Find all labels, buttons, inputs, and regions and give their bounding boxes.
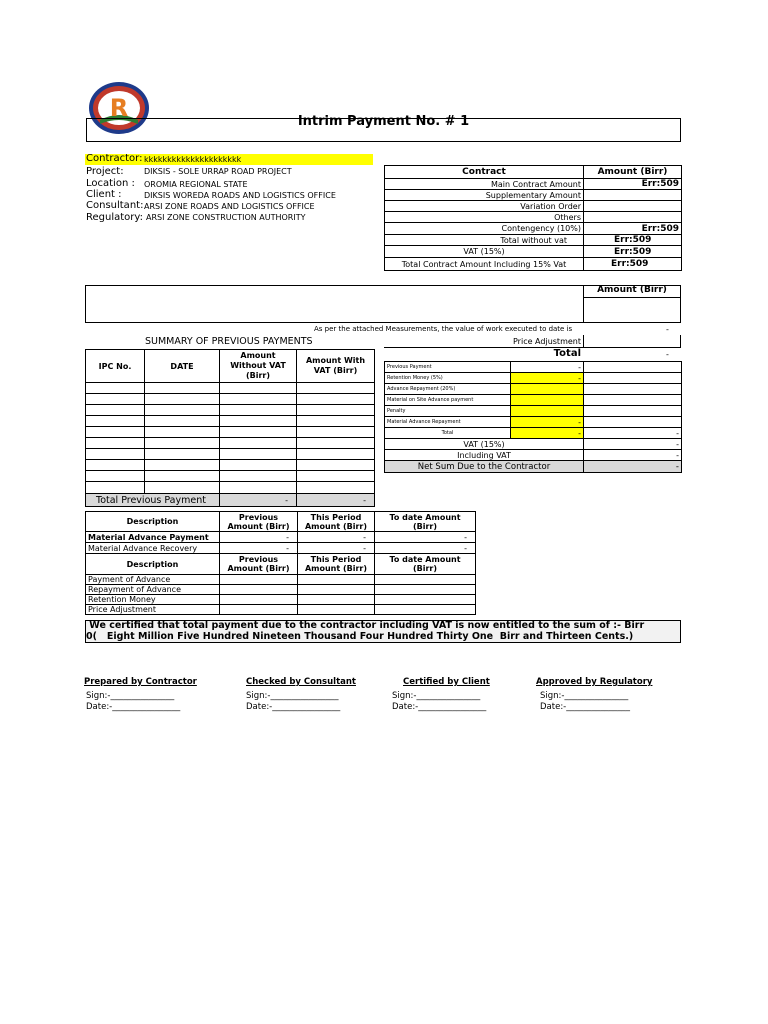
deduction-value [511, 406, 584, 417]
contract-row-label: Total Contract Amount Including 15% Vat [385, 258, 584, 271]
deduction-label: Previous Payment [385, 362, 511, 373]
deduction-value: - [511, 362, 584, 373]
contractor-label: Contractor: [86, 153, 143, 164]
table-row [86, 416, 375, 427]
net-sum-label: Net Sum Due to the Contractor [385, 461, 584, 473]
contract-header: Contract [385, 166, 584, 179]
this-period-amount-header: This Period Amount (Birr) [298, 554, 375, 575]
material-row-this: - [298, 532, 375, 543]
advance-row-label: Payment of Advance [86, 575, 220, 585]
approved-by-date: Date:-_______________ [540, 702, 630, 712]
deductions-table [384, 361, 682, 473]
including-vat-label: Including VAT [385, 450, 584, 461]
table-row [86, 438, 375, 449]
table-row [86, 427, 375, 438]
contract-row-value: Err:509 [584, 235, 682, 246]
deduction-label: Material Advance Repayment [385, 417, 511, 428]
certification-line-1: We certified that total payment due to the contractor including VAT is now entitled to the sum of :- Birr [86, 620, 645, 631]
vat-value: - [584, 439, 682, 450]
amount-header: Amount (Birr) [584, 166, 682, 179]
certified-by-sign: Sign:-_______________ [392, 691, 481, 701]
deduction-value: - [511, 417, 584, 428]
including-vat-value: - [584, 450, 682, 461]
deduction-label: Retention Money (5%) [385, 373, 511, 384]
material-row-label: Material Advance Recovery [86, 543, 220, 554]
measurements-value: - [666, 325, 669, 334]
table-row [86, 449, 375, 460]
material-row-this: - [298, 543, 375, 554]
deduction-value: - [511, 428, 584, 439]
to-date-amount-header: To date Amount (Birr) [375, 554, 476, 575]
deduction-label: Penalty [385, 406, 511, 417]
contract-row-label: Supplementary Amount [385, 190, 584, 201]
regulatory-label: Regulatory: [86, 212, 143, 223]
deduction-value [511, 384, 584, 395]
contract-row-value: Err:509 [584, 246, 682, 258]
regulatory-value: ARSI ZONE CONSTRUCTION AUTHORITY [146, 213, 306, 222]
total-previous-with-vat: - [297, 494, 375, 507]
prepared-by-sign: Sign:-_______________ [86, 691, 175, 701]
checked-by-sign: Sign:-________________ [246, 691, 339, 701]
location-value: OROMIA REGIONAL STATE [144, 180, 248, 189]
date-header: DATE [145, 350, 220, 383]
consultant-value: ARSI ZONE ROADS AND LOGISTICS OFFICE [144, 202, 315, 211]
checked-by-date: Date:-________________ [246, 702, 341, 712]
table-row [86, 460, 375, 471]
total-previous-without-vat: - [220, 494, 297, 507]
prepared-by-title: Prepared by Contractor [84, 677, 197, 687]
deduction-label: Total [385, 428, 511, 439]
table-row [86, 482, 375, 494]
amount-value-cell [583, 297, 681, 323]
certification-line-2: 0( Eight Million Five Hundred Nineteen Thousand Four Hundred Thirty One Birr and Thirteen Cents.) [86, 631, 634, 642]
project-label: Project: [86, 166, 124, 177]
contract-row-label: Others [385, 212, 584, 223]
approved-by-title: Approved by Regulatory [536, 677, 653, 687]
deduction-total-amount: - [584, 428, 682, 439]
table-row [86, 394, 375, 405]
client-label: Client : [86, 189, 122, 200]
location-label: Location : [86, 178, 135, 189]
contract-row-value [584, 190, 682, 201]
contract-row-label: Contengency (10%) [385, 223, 584, 235]
page-title: Intrim Payment No. # 1 [297, 114, 470, 129]
previous-amount-header: Previous Amount (Birr) [220, 512, 298, 532]
svg-text:R: R [109, 94, 129, 122]
contract-row-label: VAT (15%) [385, 246, 584, 258]
checked-by-title: Checked by Consultant [246, 677, 356, 687]
net-sum-value: - [584, 461, 682, 473]
deduction-label: Material on Site Advance payment [385, 395, 511, 406]
contract-row-value [584, 212, 682, 223]
table-row [86, 471, 375, 482]
contract-row-value [584, 201, 682, 212]
contractor-value: kkkkkkkkkkkkkkkkkkkkk [144, 155, 242, 164]
material-row-todate: - [375, 532, 476, 543]
work-total-value: - [666, 350, 669, 359]
advance-row-label: Repayment of Advance [86, 585, 220, 595]
total-previous-label: Total Previous Payment [86, 494, 220, 507]
approved-by-sign: Sign:-_______________ [540, 691, 629, 701]
previous-amount-header: Previous Amount (Birr) [220, 554, 298, 575]
work-amount-header: Amount (Birr) [597, 285, 667, 295]
work-total-label: Total [553, 348, 581, 359]
amount-with-vat-header: Amount With VAT (Birr) [297, 350, 375, 383]
amount-without-vat-header: Amount Without VAT (Birr) [220, 350, 297, 383]
price-adjustment-value-cell [583, 335, 681, 348]
contract-row-label: Main Contract Amount [385, 179, 584, 190]
measurements-text: As per the attached Measurements, the value of work executed to date is [314, 325, 573, 333]
material-row-prev: - [220, 532, 298, 543]
material-advance-table [85, 511, 476, 615]
consultant-label: Consultant: [86, 200, 144, 211]
this-period-amount-header: This Period Amount (Birr) [298, 512, 375, 532]
certified-by-title: Certified by Client [403, 677, 490, 687]
advance-row-label: Price Adjustment [86, 605, 220, 615]
contract-table [384, 165, 682, 271]
prepared-by-date: Date:-________________ [86, 702, 181, 712]
material-row-todate: - [375, 543, 476, 554]
description-header: Description [86, 512, 220, 532]
project-value: DIKSIS - SOLE URRAP ROAD PROJECT [144, 167, 292, 176]
certified-by-date: Date:-________________ [392, 702, 487, 712]
table-row [86, 405, 375, 416]
advance-row-label: Retention Money [86, 595, 220, 605]
previous-payments-table [85, 349, 375, 507]
ipc-no-header: IPC No. [86, 350, 145, 383]
client-value: DIKSIS WOREDA ROADS AND LOGISTICS OFFICE [144, 191, 336, 200]
contract-row-label: Variation Order [385, 201, 584, 212]
table-row [86, 383, 375, 394]
previous-payments-title: SUMMARY OF PREVIOUS PAYMENTS [145, 336, 313, 347]
description-header: Description [86, 554, 220, 575]
contract-row-value: Err:509 [584, 179, 682, 190]
contract-row-value: Err:509 [584, 258, 682, 271]
contract-row-label: Total without vat [385, 235, 584, 246]
vat-label: VAT (15%) [385, 439, 584, 450]
deduction-value: - [511, 373, 584, 384]
contract-row-value: Err:509 [584, 223, 682, 235]
price-adjustment-label: Price Adjustment [513, 337, 581, 346]
material-row-label: Material Advance Payment [86, 532, 220, 543]
deduction-value [511, 395, 584, 406]
material-row-prev: - [220, 543, 298, 554]
deduction-label: Advance Repayment (20%) [385, 384, 511, 395]
to-date-amount-header: To date Amount (Birr) [375, 512, 476, 532]
